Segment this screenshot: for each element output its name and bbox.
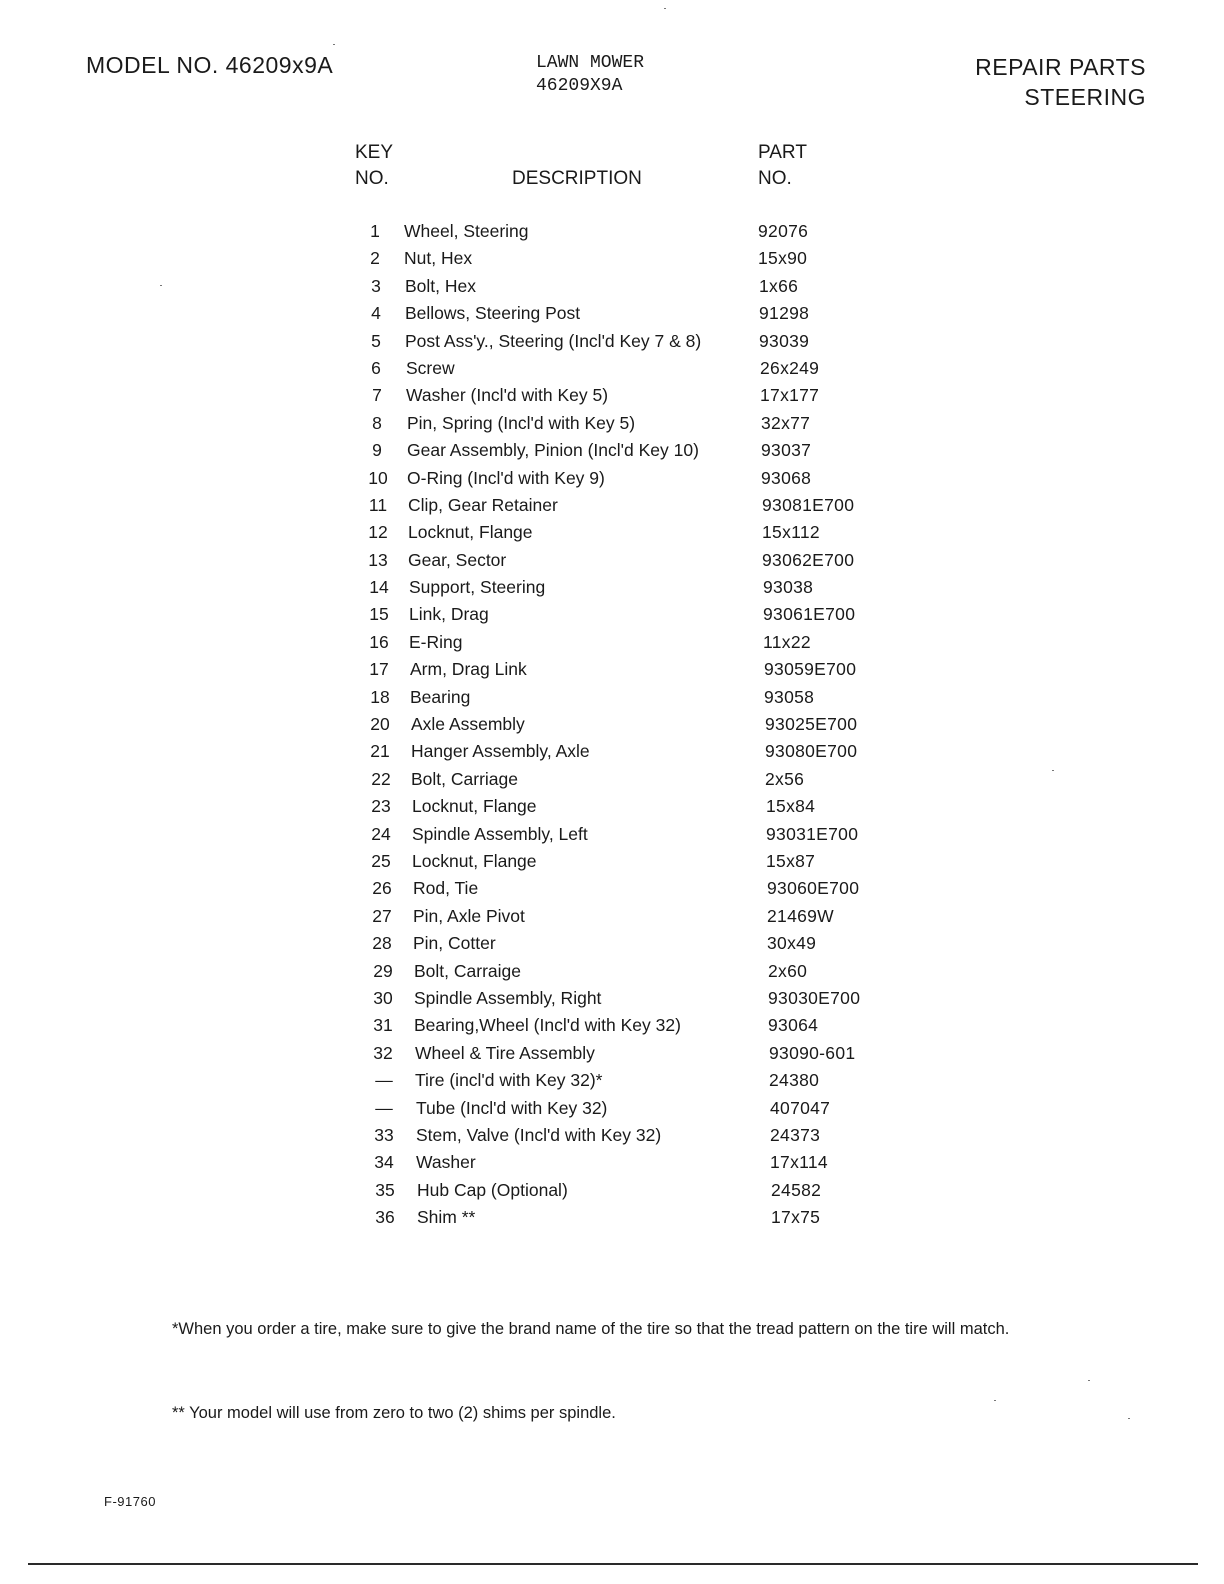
scan-speck bbox=[333, 44, 335, 45]
part-description: Bolt, Carraige bbox=[414, 960, 521, 981]
key-number: 4 bbox=[371, 303, 381, 324]
part-number: 93058 bbox=[764, 686, 815, 707]
table-row bbox=[0, 410, 1224, 437]
part-no-column-header bbox=[758, 140, 807, 192]
bottom-rule bbox=[28, 1563, 1198, 1565]
key-number: 31 bbox=[373, 1015, 393, 1036]
key-header-line2: NO. bbox=[355, 168, 389, 189]
part-number: 32x77 bbox=[761, 412, 811, 433]
table-row bbox=[0, 300, 1224, 327]
table-row bbox=[0, 574, 1224, 601]
part-description: Pin, Axle Pivot bbox=[413, 905, 525, 926]
part-description: Bolt, Carriage bbox=[411, 768, 518, 789]
part-description: O-Ring (Incl'd with Key 9) bbox=[407, 467, 605, 488]
part-number: 11x22 bbox=[763, 631, 811, 652]
part-number: 93037 bbox=[761, 440, 812, 461]
scan-speck bbox=[1052, 770, 1054, 771]
key-number: 15 bbox=[369, 604, 389, 625]
part-number: 21469W bbox=[767, 905, 834, 926]
part-description: Bellows, Steering Post bbox=[405, 303, 581, 324]
key-number: 11 bbox=[368, 494, 388, 515]
scan-speck bbox=[1128, 1418, 1130, 1419]
part-description: E-Ring bbox=[409, 631, 463, 652]
table-row bbox=[0, 1040, 1224, 1067]
table-row bbox=[0, 519, 1224, 546]
part-number: 15x84 bbox=[766, 796, 816, 817]
part-number: 93031E700 bbox=[766, 823, 859, 844]
key-header-line1: KEY bbox=[355, 142, 394, 163]
part-description: Wheel, Steering bbox=[404, 221, 529, 241]
tire-note: *When you order a tire, make sure to give the brand name of the tire so that the tread pattern on the tire will match. bbox=[172, 1320, 1010, 1338]
table-row bbox=[0, 492, 1224, 519]
table-row bbox=[0, 218, 1224, 245]
key-number: 13 bbox=[368, 549, 388, 570]
part-number: 93061E700 bbox=[763, 604, 856, 625]
key-number: 32 bbox=[373, 1042, 393, 1063]
scan-speck bbox=[994, 1400, 996, 1401]
table-row bbox=[0, 629, 1224, 656]
part-description: Hanger Assembly, Axle bbox=[411, 741, 590, 762]
table-row bbox=[0, 1067, 1224, 1094]
key-number: 21 bbox=[370, 741, 390, 762]
part-description: Link, Drag bbox=[409, 604, 489, 625]
shim-note: ** Your model will use from zero to two (2) shims per spindle. bbox=[172, 1404, 616, 1422]
key-number: 17 bbox=[369, 659, 389, 680]
table-row bbox=[0, 601, 1224, 628]
part-description: Support, Steering bbox=[409, 577, 546, 598]
part-number: 407047 bbox=[770, 1097, 831, 1118]
key-number: 9 bbox=[372, 440, 382, 461]
key-number: 7 bbox=[372, 385, 382, 406]
part-description: Tire (incl'd with Key 32)* bbox=[415, 1070, 603, 1091]
key-number: 28 bbox=[372, 933, 392, 954]
scan-speck bbox=[1088, 1380, 1090, 1381]
table-row bbox=[0, 793, 1224, 820]
part-description: Locknut, Flange bbox=[412, 796, 537, 817]
part-number: 93062E700 bbox=[762, 549, 855, 570]
part-description: Screw bbox=[406, 357, 455, 378]
table-row bbox=[0, 875, 1224, 902]
part-number: 30x49 bbox=[767, 933, 817, 954]
part-description: Bearing,Wheel (Incl'd with Key 32) bbox=[414, 1015, 681, 1036]
part-description: Spindle Assembly, Left bbox=[412, 823, 588, 844]
table-row bbox=[0, 245, 1224, 272]
table-row bbox=[0, 1012, 1224, 1039]
table-row bbox=[0, 848, 1224, 875]
table-row bbox=[0, 437, 1224, 464]
key-number: 33 bbox=[374, 1124, 394, 1145]
part-description: Rod, Tie bbox=[413, 878, 479, 899]
part-header-line2: NO. bbox=[758, 168, 792, 189]
part-description: Tube (Incl'd with Key 32) bbox=[416, 1097, 608, 1118]
part-number: 17x114 bbox=[770, 1152, 828, 1173]
key-number: 8 bbox=[372, 412, 382, 433]
part-description: Washer bbox=[416, 1152, 476, 1173]
form-number: F-91760 bbox=[104, 1494, 156, 1509]
key-number: 26 bbox=[372, 878, 392, 899]
part-number: 17x177 bbox=[760, 385, 820, 406]
table-row bbox=[0, 1095, 1224, 1122]
part-number: 91298 bbox=[759, 303, 810, 324]
table-row bbox=[0, 985, 1224, 1012]
table-row bbox=[0, 766, 1224, 793]
table-row bbox=[0, 1122, 1224, 1149]
part-description: Post Ass'y., Steering (Incl'd Key 7 & 8) bbox=[405, 330, 702, 351]
table-row bbox=[0, 656, 1224, 683]
part-description: Clip, Gear Retainer bbox=[408, 494, 558, 515]
product-type: LAWN MOWER bbox=[536, 53, 645, 73]
key-no-column-header bbox=[355, 140, 393, 192]
part-description: Gear Assembly, Pinion (Incl'd Key 10) bbox=[407, 440, 699, 461]
model-number: MODEL NO. 46209x9A bbox=[86, 52, 334, 78]
part-number: 24373 bbox=[770, 1124, 821, 1145]
table-row bbox=[0, 930, 1224, 957]
table-row bbox=[0, 465, 1224, 492]
part-number: 93064 bbox=[768, 1015, 819, 1036]
key-number: — bbox=[375, 1070, 393, 1091]
part-description: Shim ** bbox=[417, 1207, 476, 1228]
key-number: 34 bbox=[374, 1152, 394, 1173]
parts-table bbox=[0, 218, 1224, 1231]
part-number: 93060E700 bbox=[767, 878, 860, 899]
key-number: 6 bbox=[371, 357, 381, 378]
product-title bbox=[536, 52, 644, 98]
key-number: 35 bbox=[375, 1179, 395, 1200]
table-row bbox=[0, 958, 1224, 985]
key-number: 18 bbox=[370, 686, 390, 707]
part-number: 93080E700 bbox=[765, 741, 858, 762]
section-subheading: STEERING bbox=[1024, 84, 1146, 110]
part-number: 24582 bbox=[771, 1179, 822, 1200]
part-number: 93025E700 bbox=[765, 714, 858, 735]
key-number: 10 bbox=[368, 467, 388, 488]
key-number: 27 bbox=[372, 905, 392, 926]
key-number: 30 bbox=[373, 987, 393, 1008]
part-description: Bearing bbox=[410, 686, 471, 707]
section-heading: REPAIR PARTS bbox=[975, 54, 1146, 80]
part-number: 93068 bbox=[761, 467, 812, 488]
part-description: Locknut, Flange bbox=[408, 522, 533, 543]
table-row bbox=[0, 1149, 1224, 1176]
key-number: 14 bbox=[369, 577, 389, 598]
part-description: Gear, Sector bbox=[408, 549, 507, 570]
key-number: 20 bbox=[370, 714, 390, 735]
table-row bbox=[0, 547, 1224, 574]
key-number: 5 bbox=[371, 330, 381, 351]
key-number: 25 bbox=[371, 850, 391, 871]
table-row bbox=[0, 1204, 1224, 1231]
table-row bbox=[0, 711, 1224, 738]
key-number: 1 bbox=[370, 221, 380, 241]
key-number: 36 bbox=[375, 1207, 395, 1228]
part-description: Washer (Incl'd with Key 5) bbox=[406, 385, 609, 406]
part-description: Stem, Valve (Incl'd with Key 32) bbox=[416, 1124, 662, 1145]
part-description: Pin, Cotter bbox=[413, 933, 496, 954]
section-title bbox=[975, 52, 1146, 112]
table-row bbox=[0, 738, 1224, 765]
key-number: 29 bbox=[373, 960, 393, 981]
part-number: 2x60 bbox=[768, 960, 808, 981]
part-description: Wheel & Tire Assembly bbox=[415, 1042, 595, 1063]
table-row bbox=[0, 273, 1224, 300]
part-number: 24380 bbox=[769, 1070, 820, 1091]
key-number: 3 bbox=[371, 275, 381, 296]
part-number: 26x249 bbox=[760, 357, 820, 378]
key-number: 24 bbox=[371, 823, 391, 844]
table-row bbox=[0, 684, 1224, 711]
part-description: Pin, Spring (Incl'd with Key 5) bbox=[407, 412, 636, 433]
table-row bbox=[0, 382, 1224, 409]
part-number: 93059E700 bbox=[764, 659, 857, 680]
scan-speck bbox=[664, 8, 666, 9]
part-number: 15x87 bbox=[766, 850, 816, 871]
key-number: 2 bbox=[370, 248, 380, 269]
part-number: 93039 bbox=[759, 330, 810, 351]
key-number: 16 bbox=[369, 631, 389, 652]
part-number: 93090-601 bbox=[769, 1042, 856, 1063]
part-number: 2x56 bbox=[765, 768, 805, 789]
scan-speck bbox=[160, 285, 162, 286]
table-row bbox=[0, 821, 1224, 848]
key-number: 22 bbox=[371, 768, 391, 789]
part-description: Nut, Hex bbox=[404, 248, 473, 269]
part-number: 93030E700 bbox=[768, 987, 861, 1008]
part-description: Bolt, Hex bbox=[405, 275, 476, 296]
description-column-header: DESCRIPTION bbox=[512, 168, 642, 189]
table-row bbox=[0, 355, 1224, 382]
part-description: Locknut, Flange bbox=[412, 850, 537, 871]
key-number: 12 bbox=[368, 522, 388, 543]
part-header-line1: PART bbox=[758, 142, 807, 163]
table-row bbox=[0, 1177, 1224, 1204]
part-description: Spindle Assembly, Right bbox=[414, 987, 602, 1008]
product-model: 46209X9A bbox=[536, 76, 623, 96]
part-number: 93081E700 bbox=[762, 494, 855, 515]
table-row bbox=[0, 903, 1224, 930]
part-number: 92076 bbox=[758, 221, 809, 241]
key-number: 23 bbox=[371, 796, 391, 817]
part-description: Arm, Drag Link bbox=[410, 659, 527, 680]
part-description: Hub Cap (Optional) bbox=[417, 1179, 568, 1200]
part-description: Axle Assembly bbox=[411, 714, 525, 735]
table-row bbox=[0, 328, 1224, 355]
key-number: — bbox=[375, 1097, 393, 1118]
part-number: 17x75 bbox=[771, 1207, 821, 1228]
part-number: 15x112 bbox=[762, 522, 820, 543]
part-number: 93038 bbox=[763, 577, 814, 598]
part-number: 15x90 bbox=[758, 248, 808, 269]
part-number: 1x66 bbox=[759, 275, 799, 296]
